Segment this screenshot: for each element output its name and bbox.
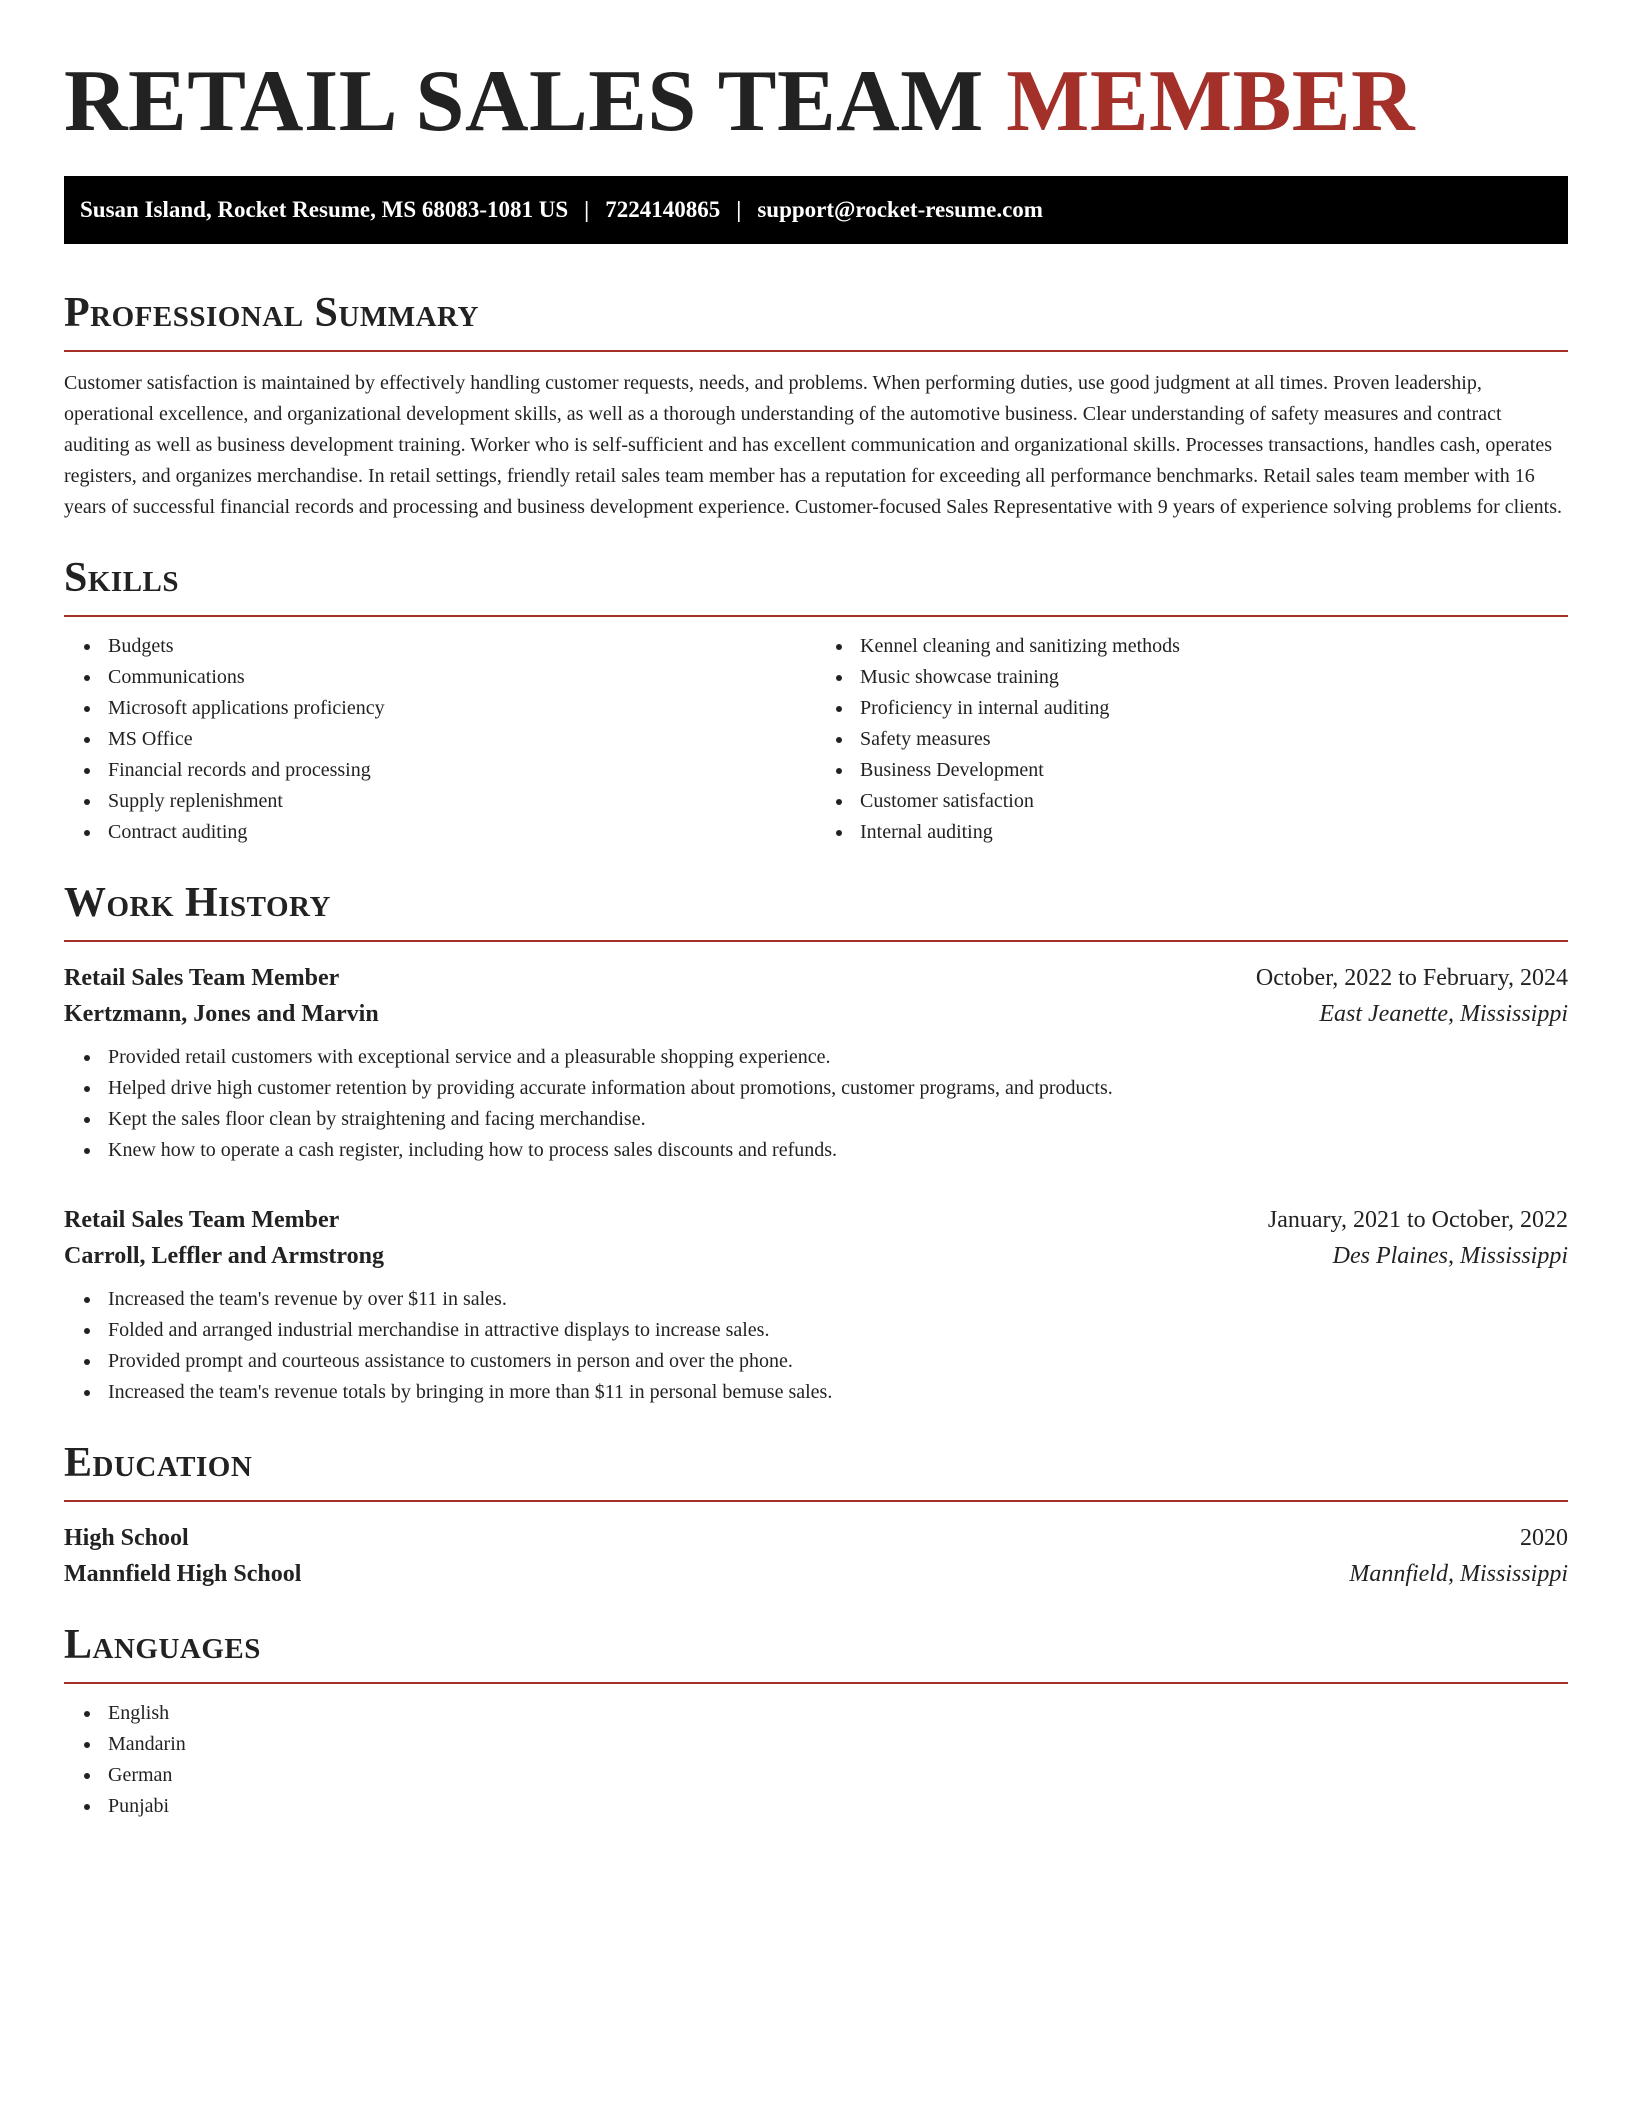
language-item: Mandarin bbox=[108, 1729, 1568, 1760]
job-company: Carroll, Leffler and Armstrong bbox=[64, 1243, 384, 1269]
skill-item: Proficiency in internal auditing bbox=[860, 693, 1568, 724]
skill-item: Budgets bbox=[108, 631, 816, 662]
job-location: Des Plaines, Mississippi bbox=[1332, 1243, 1568, 1269]
job-duty: Increased the team's revenue totals by bringing in more than $11 in personal bemuse sales. bbox=[108, 1377, 1568, 1408]
skill-item: MS Office bbox=[108, 724, 816, 755]
skill-item: Kennel cleaning and sanitizing methods bbox=[860, 631, 1568, 662]
section-heading-work-history: Work History bbox=[64, 880, 331, 926]
skills-list-right bbox=[816, 631, 1568, 848]
contact-bar bbox=[64, 176, 1568, 244]
job-duty: Kept the sales floor clean by straightening and facing merchandise. bbox=[108, 1104, 1568, 1135]
education-school-row bbox=[64, 1556, 1568, 1592]
skills-section bbox=[64, 553, 1568, 848]
job-duty: Helped drive high customer retention by providing accurate information about promotions, customer programs, and products. bbox=[108, 1073, 1568, 1104]
job-location: East Jeanette, Mississippi bbox=[1319, 1001, 1568, 1027]
job-title: Retail Sales Team Member bbox=[64, 1207, 340, 1233]
skill-item: Financial records and processing bbox=[108, 755, 816, 786]
language-item: Punjabi bbox=[108, 1791, 1568, 1822]
job-entry bbox=[64, 960, 1568, 1166]
skills-grid bbox=[64, 617, 1568, 848]
contact-address: Susan Island, Rocket Resume, MS 68083-1081 US bbox=[80, 197, 569, 222]
skill-item: Supply replenishment bbox=[108, 786, 816, 817]
section-divider bbox=[64, 1682, 1568, 1684]
skills-column-left bbox=[64, 617, 816, 848]
skill-item: Customer satisfaction bbox=[860, 786, 1568, 817]
job-header-row bbox=[64, 960, 1568, 996]
job-duties-list bbox=[64, 1042, 1568, 1166]
education-header-row bbox=[64, 1520, 1568, 1556]
education-entry bbox=[64, 1520, 1568, 1592]
skill-item: Communications bbox=[108, 662, 816, 693]
job-duty: Provided prompt and courteous assistance to customers in person and over the phone. bbox=[108, 1346, 1568, 1377]
skill-item: Safety measures bbox=[860, 724, 1568, 755]
skill-item: Internal auditing bbox=[860, 817, 1568, 848]
job-dates: January, 2021 to October, 2022 bbox=[1267, 1207, 1568, 1233]
title-accent: MEMBER bbox=[1006, 53, 1416, 150]
languages-list bbox=[64, 1698, 1568, 1822]
education-school: Mannfield High School bbox=[64, 1561, 302, 1587]
skills-list-left bbox=[64, 631, 816, 848]
section-divider bbox=[64, 940, 1568, 942]
work-history-section bbox=[64, 878, 1568, 1408]
contact-separator: | bbox=[584, 197, 590, 222]
education-location: Mannfield, Mississippi bbox=[1349, 1561, 1568, 1587]
job-duties-list bbox=[64, 1284, 1568, 1408]
summary-text: Customer satisfaction is maintained by effectively handling customer requests, needs, and problems. When performing duties, use good judgment at all times. Proven leadership, operational excellence, and organizational development skills, as well as a thorough understanding of the automotive business. Clear understanding of safety measures and contract auditing as well as business development training. Worker who is self-sufficient and has excellent communication and organizational skills. Processes transactions, handles cash, operates registers, and organizes merchandise. In retail settings, friendly retail sales team member has a reputation for exceeding all performance benchmarks. Retail sales team member with 16 years of successful financial records and processing and business development experience. Customer-focused Sales Representative with 9 years of experience solving problems for clients. bbox=[64, 372, 1563, 518]
job-duty: Provided retail customers with exceptional service and a pleasurable shopping experience. bbox=[108, 1042, 1568, 1073]
job-company-row bbox=[64, 996, 1568, 1032]
skill-item: Music showcase training bbox=[860, 662, 1568, 693]
section-heading-summary: Professional Summary bbox=[64, 290, 479, 336]
contact-email: support@rocket-resume.com bbox=[757, 197, 1043, 222]
language-item: German bbox=[108, 1760, 1568, 1791]
summary-section bbox=[64, 288, 1568, 523]
contact-phone: 7224140865 bbox=[605, 197, 721, 222]
education-degree: High School bbox=[64, 1525, 189, 1551]
language-item: English bbox=[108, 1698, 1568, 1729]
languages-section bbox=[64, 1620, 1568, 1822]
section-divider bbox=[64, 350, 1568, 352]
section-heading-skills: Skills bbox=[64, 555, 180, 601]
section-heading-education: Education bbox=[64, 1440, 253, 1486]
skill-item: Contract auditing bbox=[108, 817, 816, 848]
job-duty: Increased the team's revenue by over $11 in sales. bbox=[108, 1284, 1568, 1315]
section-divider bbox=[64, 1500, 1568, 1502]
education-section bbox=[64, 1438, 1568, 1592]
job-dates: October, 2022 to February, 2024 bbox=[1255, 965, 1568, 991]
section-heading-languages: Languages bbox=[64, 1622, 261, 1668]
skills-column-right bbox=[816, 617, 1568, 848]
job-duty: Knew how to operate a cash register, including how to process sales discounts and refunds. bbox=[108, 1135, 1568, 1166]
contact-separator: | bbox=[736, 197, 742, 222]
job-title: Retail Sales Team Member bbox=[64, 965, 340, 991]
job-entry bbox=[64, 1202, 1568, 1408]
job-company: Kertzmann, Jones and Marvin bbox=[64, 1001, 379, 1027]
job-header-row bbox=[64, 1202, 1568, 1238]
resume-title bbox=[64, 52, 1568, 152]
skill-item: Microsoft applications proficiency bbox=[108, 693, 816, 724]
title-main: RETAIL SALES TEAM bbox=[64, 53, 1007, 150]
job-company-row bbox=[64, 1238, 1568, 1274]
job-duty: Folded and arranged industrial merchandise in attractive displays to increase sales. bbox=[108, 1315, 1568, 1346]
skill-item: Business Development bbox=[860, 755, 1568, 786]
education-year: 2020 bbox=[1520, 1525, 1568, 1551]
